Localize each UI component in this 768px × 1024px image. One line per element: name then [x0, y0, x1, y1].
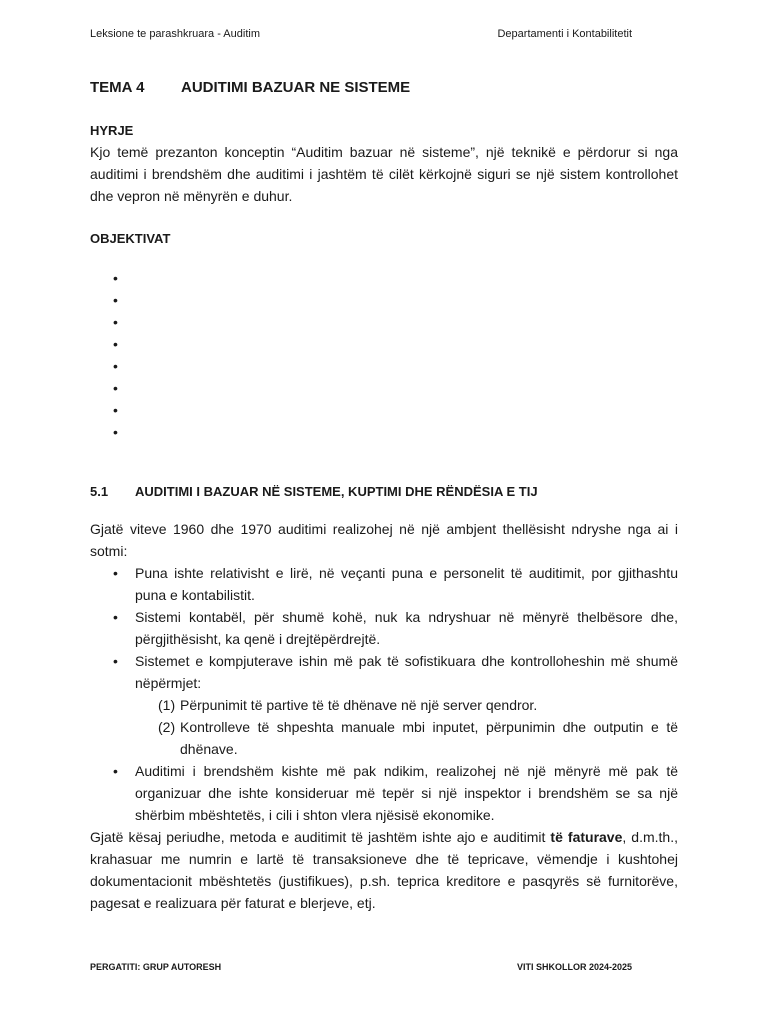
bullet-dot: •	[113, 358, 118, 374]
emphasis-text: të faturave	[550, 829, 623, 845]
intro-label: HYRJE	[90, 123, 134, 138]
section-bullets-continued	[90, 760, 678, 826]
chapter-name: AUDITIMI BAZUAR NE SISTEME	[181, 79, 411, 96]
bullet-dot: •	[113, 424, 118, 440]
bullet-dot: •	[113, 609, 118, 625]
chapter-number: TEMA 4	[90, 79, 145, 96]
objective-item	[113, 358, 678, 380]
section-number: 5.1	[90, 484, 109, 499]
section-title: AUDITIMI I BAZUAR NË SISTEME, KUPTIMI DHE RËNDËSIA E TIJ	[135, 484, 538, 499]
bullet-dot: •	[113, 763, 118, 779]
sub-list-item: (2) Kontrolleve të shpeshta manuale mbi inputet, përpunimin dhe outputin e të dhënave.	[158, 719, 678, 757]
header-course-title: Leksione te parashkruara - Auditim	[90, 28, 260, 40]
objectives-section	[90, 229, 678, 446]
section-lead: Gjatë viteve 1960 dhe 1970 auditimi realizohej në një ambjent thellësisht ndryshe nga ai i sotmi:	[90, 521, 678, 559]
list-item: • Puna ishte relativisht e lirë, në veçanti puna e personelit të auditimit, por gjithashtu puna e kontabilistit.	[135, 562, 678, 606]
bullet-dot: •	[113, 402, 118, 418]
list-item: • Auditimi i brendshëm kishte më pak ndikim, realizohej në një mënyrë më pak të organizuar dhe ishte konsideruar më tepër si një inspektor i brendshëm se sa një shërbim mbështetës, i cili i shton vlera njësisë ekonomike.	[135, 760, 678, 826]
running-footer	[90, 962, 632, 972]
bullet-dot: •	[113, 336, 118, 352]
running-header	[90, 28, 632, 40]
objective-item	[113, 380, 678, 402]
objectives-label: OBJEKTIVAT	[90, 231, 171, 246]
objective-item	[113, 336, 678, 358]
objective-item	[113, 292, 678, 314]
sub-list	[90, 694, 678, 760]
bullet-dot: •	[113, 565, 118, 581]
section-bullets	[90, 562, 678, 694]
list-item: • Sistemi kontabël, për shumë kohë, nuk ka ndryshuar në mënyrë thelbësore dhe, përgjithësisht, ka qenë i drejtëpërdrejtë.	[135, 606, 678, 650]
closing-paragraph: Gjatë kësaj periudhe, metoda e auditimit të jashtëm ishte ajo e auditimit të faturave, d.m.th., krahasuar me numrin e lartë të transaksioneve dhe të tepricave, vëmendje i kushtohej dokumentacionit mbështetës (justifikues), p.sh. teprica kreditore e pasqyrës së furnitorëve, pagesat e realizuara për faturat e blerjeve, etj.	[90, 829, 678, 911]
section-body	[90, 518, 678, 826]
bullet-dot: •	[113, 653, 118, 669]
section-heading	[90, 482, 678, 502]
footer-school-year: VITI SHKOLLOR 2024-2025	[516, 962, 632, 972]
chapter-title	[90, 79, 410, 96]
objective-item	[113, 402, 678, 424]
header-department: Departamenti i Kontabilitetit	[497, 28, 632, 40]
footer-authors: PERGATITI: GRUP AUTORESH	[90, 962, 222, 972]
bullet-dot: •	[113, 292, 118, 308]
objective-item	[113, 314, 678, 336]
bullet-dot: •	[113, 314, 118, 330]
intro-section	[90, 121, 678, 207]
list-item: • Sistemet e kompjuterave ishin më pak të sofistikuara dhe kontrolloheshin më shumë nëpërmjet:	[135, 650, 678, 694]
bullet-dot: •	[113, 380, 118, 396]
objectives-list	[90, 270, 678, 446]
objective-item	[113, 270, 678, 292]
document-page	[90, 0, 678, 1024]
intro-paragraph: Kjo temë prezanton konceptin “Auditim bazuar në sisteme”, një teknikë e përdorur si nga auditimi i brendshëm dhe auditimi i jashtëm të cilët kërkojnë siguri se një sistem kontrollohet dhe vepron në mënyrën e duhur.	[90, 144, 678, 204]
sub-list-item: (1) Përpunimit të partive të të dhënave në një server qendror.	[158, 697, 538, 713]
bullet-dot: •	[113, 270, 118, 286]
objective-item	[113, 424, 678, 446]
